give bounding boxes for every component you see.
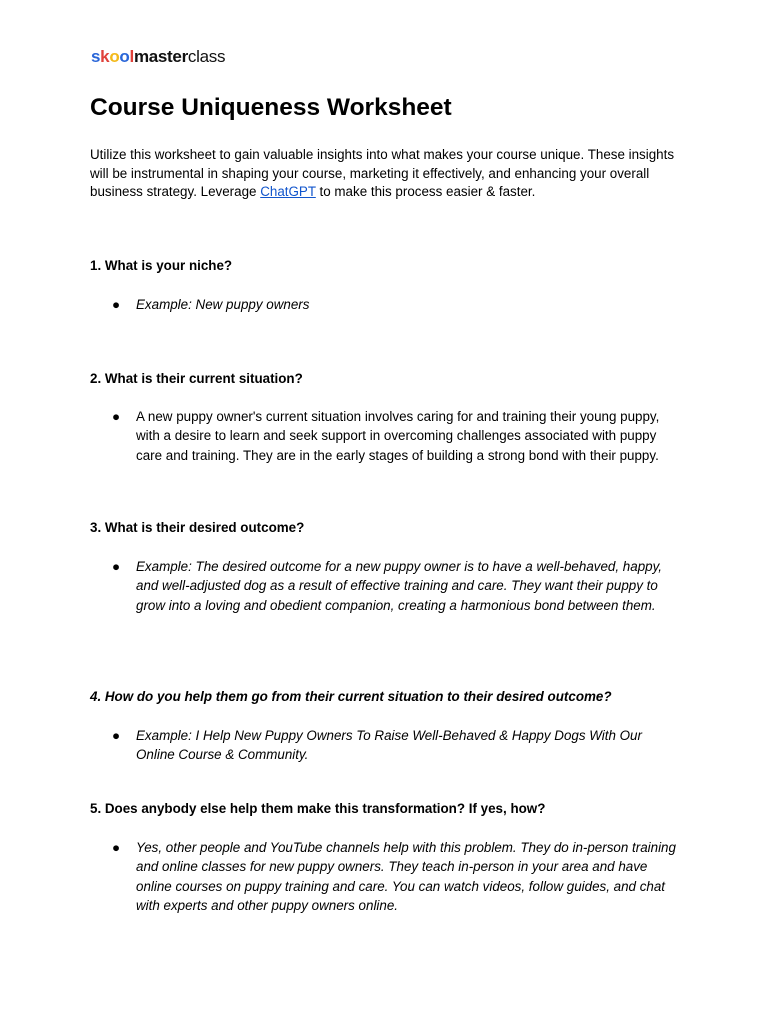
answer-4-text: Example: I Help New Puppy Owners To Raise Well-Behaved & Happy Dogs With Our Online Course & Community. <box>136 728 642 763</box>
logo-letter-o: o <box>119 47 130 66</box>
bullet-icon: ● <box>112 728 121 743</box>
logo-letter-k: k <box>100 47 110 66</box>
answer-4-list-item <box>112 726 682 765</box>
answer-3-text: Example: The desired outcome for a new puppy owner is to have a well-behaved, happy, and well-adjusted dog as a result of effective training and care. They want their puppy to grow into a loving and obedient companion, creating a harmonious bond between them. <box>136 559 663 613</box>
question-4-heading: 4. How do you help them go from their current situation to their desired outcome? <box>90 689 612 704</box>
answer-2-text: A new puppy owner's current situation involves caring for and training their young puppy, with a desire to learn and seek support in overcoming challenges associated with puppy care and training. They are in the early stages of building a strong bond with their puppy. <box>136 409 660 463</box>
answer-2-list-item <box>112 407 682 465</box>
answer-1-text: Example: New puppy owners <box>136 297 310 312</box>
logo-word-class: class <box>187 47 226 66</box>
intro-text: Utilize this worksheet to gain valuable insights into what makes your course unique. These insights will be instrumental in shaping your course, marketing it effectively, and enhancing your overall business strategy. Leverage <box>90 147 675 200</box>
bullet-icon: ● <box>112 409 121 424</box>
answer-5-text: Yes, other people and YouTube channels help with this problem. They do in-person training and online classes for new puppy owners. They teach in-person in your area and have online courses on puppy training and care. You can watch videos, follow guides, and chat with experts and other puppy owners online. <box>136 840 676 913</box>
intro-text-end: to make this process easier & faster. <box>315 184 536 200</box>
question-5-heading: 5. Does anybody else help them make this transformation? If yes, how? <box>90 801 546 816</box>
bullet-icon: ● <box>112 297 121 312</box>
intro-paragraph <box>90 146 690 202</box>
logo-letter-l: l <box>129 47 134 66</box>
skool-masterclass-logo <box>91 46 225 68</box>
chatgpt-link[interactable]: ChatGPT <box>260 184 316 200</box>
bullet-icon: ● <box>112 559 121 574</box>
page-title: Course Uniqueness Worksheet <box>90 94 452 121</box>
logo-letter-s: s <box>91 47 101 66</box>
logo-letter-o: o <box>109 47 120 66</box>
question-3-heading: 3. What is their desired outcome? <box>90 520 305 535</box>
question-2-heading: 2. What is their current situation? <box>90 371 303 386</box>
answer-3-list-item <box>112 557 682 615</box>
question-1-heading: 1. What is your niche? <box>90 258 233 273</box>
bullet-icon: ● <box>112 840 121 855</box>
logo-word-master: master <box>133 47 188 66</box>
answer-5-list-item <box>112 838 682 915</box>
answer-1-list-item <box>112 295 682 314</box>
